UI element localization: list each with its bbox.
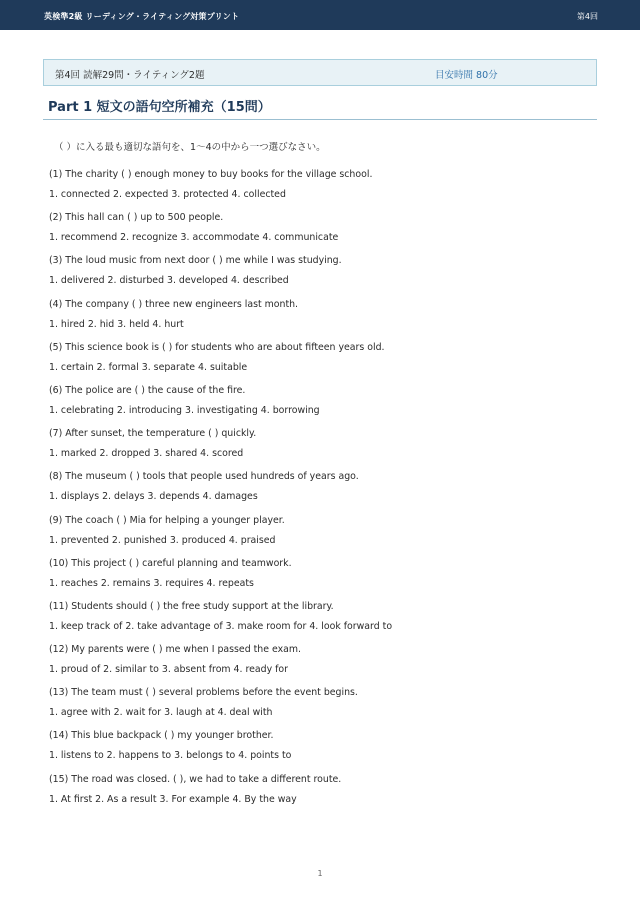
info-box [43, 59, 597, 86]
choices-text: 1. reaches 2. remains 3. requires 4. repeats [49, 577, 254, 589]
choices-text: 1. delivered 2. disturbed 3. developed 4. described [49, 275, 289, 287]
choices-text: 1. agree with 2. wait for 3. laugh at 4. deal with [49, 707, 273, 719]
choices-text: 1. certain 2. formal 3. separate 4. suitable [49, 361, 248, 373]
question-text: (1) The charity ( ) enough money to buy books for the village school. [49, 169, 373, 180]
part-title: Part 1 短文の語句空所補充（15問） [48, 100, 271, 115]
question-item [49, 687, 609, 730]
page-header-bar [0, 0, 640, 30]
question-text: (4) The company ( ) three new engineers last month. [49, 298, 299, 310]
question-item [49, 774, 609, 817]
info-time: 目安時間 80分 [435, 70, 498, 81]
question-item [49, 730, 609, 773]
question-text: (6) The police are ( ) the cause of the fire. [49, 384, 246, 396]
question-item [49, 601, 609, 644]
question-item [49, 169, 609, 212]
question-text: (11) Students should ( ) the free study support at the library. [49, 600, 334, 612]
question-text: (5) This science book is ( ) for students who are about fifteen years old. [49, 341, 385, 353]
question-item [49, 644, 609, 687]
header-round: 第4回 [576, 12, 598, 21]
question-text: (3) The loud music from next door ( ) me while I was studying. [49, 255, 342, 267]
question-item [49, 558, 609, 601]
question-item [49, 385, 609, 428]
question-text: (13) The team must ( ) several problems before the event begins. [49, 687, 358, 699]
choices-text: 1. keep track of 2. take advantage of 3. make room for 4. look forward to [49, 620, 393, 632]
instruction-text: （ ）に入る最も適切な語句を、1〜4の中から一つ選びなさい。 [54, 142, 326, 153]
question-item [49, 299, 609, 342]
info-label: 第4回 読解29問・ライティング2題 [55, 70, 205, 81]
choices-text: 1. listens to 2. happens to 3. belongs to 4. points to [49, 750, 292, 762]
choices-text: 1. recommend 2. recognize 3. accommodate 4. communicate [49, 232, 339, 244]
question-item [49, 255, 609, 298]
question-item [49, 515, 609, 558]
question-item [49, 212, 609, 255]
choices-text: 1. hired 2. hid 3. held 4. hurt [49, 318, 184, 330]
question-item [49, 342, 609, 385]
question-text: (2) This hall can ( ) up to 500 people. [49, 212, 224, 224]
choices-text: 1. proud of 2. similar to 3. absent from 4. ready for [49, 664, 288, 676]
choices-text: 1. connected 2. expected 3. protected 4. collected [49, 189, 286, 200]
question-text: (9) The coach ( ) Mia for helping a younger player. [49, 514, 285, 526]
page-number: 1 [317, 869, 323, 878]
header-title: 英検準2級 リーディング・ライティング対策プリント [44, 12, 240, 21]
question-list [49, 169, 609, 817]
question-text: (15) The road was closed. ( ), we had to take a different route. [49, 773, 342, 785]
choices-text: 1. prevented 2. punished 3. produced 4. praised [49, 534, 276, 546]
choices-text: 1. displays 2. delays 3. depends 4. damages [49, 491, 258, 503]
question-item [49, 471, 609, 514]
title-divider [43, 119, 597, 120]
choices-text: 1. At first 2. As a result 3. For example 4. By the way [49, 793, 297, 805]
question-text: (14) This blue backpack ( ) my younger brother. [49, 730, 274, 742]
question-text: (12) My parents were ( ) me when I passed the exam. [49, 644, 302, 656]
choices-text: 1. celebrating 2. introducing 3. investigating 4. borrowing [49, 404, 320, 416]
choices-text: 1. marked 2. dropped 3. shared 4. scored [49, 448, 244, 460]
question-item [49, 428, 609, 471]
question-text: (10) This project ( ) careful planning and teamwork. [49, 557, 292, 569]
question-text: (8) The museum ( ) tools that people used hundreds of years ago. [49, 471, 359, 483]
question-text: (7) After sunset, the temperature ( ) quickly. [49, 428, 257, 440]
